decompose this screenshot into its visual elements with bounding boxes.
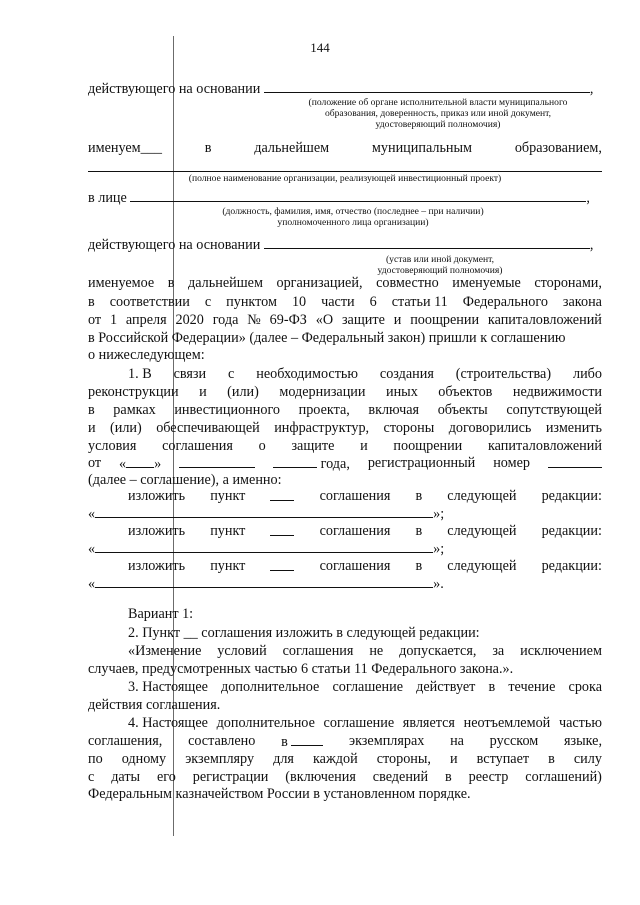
word: условия — [88, 438, 137, 454]
word: сопутствующей — [506, 402, 602, 418]
word: (или) — [110, 420, 142, 436]
word: редакции: — [541, 523, 602, 539]
word: 6 — [369, 294, 377, 310]
word: следующей — [447, 488, 517, 504]
word: изложить — [128, 488, 186, 504]
word: статьи 11 — [391, 294, 448, 310]
word: модернизации — [279, 384, 366, 400]
word: рамках — [113, 402, 156, 418]
named-municipality-line — [88, 140, 602, 157]
word: редакции: — [541, 558, 602, 574]
basis-label: действующего на основании — [88, 81, 261, 97]
word: исключением — [520, 643, 602, 659]
word: дальнейшем — [188, 275, 263, 291]
word: пункт — [210, 523, 246, 539]
word: соглашения — [162, 438, 233, 454]
word: 4. Настоящее — [128, 715, 208, 731]
word: организацией, — [276, 275, 363, 291]
word: в — [415, 523, 423, 539]
caption-charter: (устав или иной документ, удостоверяющий полномочия) — [377, 254, 503, 276]
word: следующей — [447, 523, 517, 539]
word: и — [360, 438, 368, 454]
word: с — [228, 366, 235, 382]
word: апреля — [125, 312, 167, 328]
p2-line2 — [88, 384, 602, 401]
blank-item-number — [270, 523, 294, 536]
p1-line2 — [88, 294, 602, 311]
word: и — [199, 384, 207, 400]
variant-item-4-line5: Федеральным казначейством России в установленном порядке. — [88, 786, 471, 802]
word: проекта, — [298, 402, 350, 418]
p1-line5: о нижеследующем: — [88, 347, 205, 363]
p2-line4 — [88, 420, 602, 437]
word: капиталовложений — [488, 438, 602, 454]
amend-quote-2: « »; — [88, 541, 445, 557]
basis-line-2: действующего на основании , — [88, 237, 594, 253]
amend-row-2 — [128, 523, 602, 540]
variant-item-3-line2: действия соглашения. — [88, 697, 221, 713]
word: стороны — [383, 420, 435, 436]
blank-item-number — [270, 558, 294, 571]
represented-by-line: в лице , — [88, 190, 590, 206]
word: именуем___ — [88, 140, 162, 156]
word: стороны, — [376, 751, 431, 767]
word: совместно — [376, 275, 439, 291]
blank-copies — [291, 733, 323, 746]
word: в — [415, 488, 423, 504]
word: соглашение — [323, 715, 395, 731]
caption-organization: (полное наименование организации, реализующей инвестиционный проект) — [188, 173, 502, 184]
blank-month — [179, 455, 255, 468]
p2-line1 — [128, 366, 602, 383]
word: года — [212, 312, 239, 328]
word: даты — [111, 769, 141, 785]
word: (или) — [227, 384, 259, 400]
variant-item-4-line3 — [88, 751, 602, 768]
word: изменить — [545, 420, 602, 436]
word: и — [88, 420, 96, 436]
word: поощрении — [393, 438, 463, 454]
variant-quote-line1 — [128, 643, 602, 660]
variant-item-2: 2. Пункт __ соглашения изложить в следующей редакции: — [128, 625, 480, 641]
word: защите — [291, 438, 335, 454]
blank-reg-number — [548, 455, 602, 468]
blank-text — [95, 540, 433, 553]
word: реестр — [468, 769, 509, 785]
word: соглашения — [319, 488, 391, 504]
word: пункт — [210, 488, 246, 504]
word: 1 — [109, 312, 118, 328]
caption-representative: (должность, фамилия, имя, отчество (последнее – при наличии) уполномоченного лица организации) — [222, 206, 484, 228]
blank-field — [264, 236, 590, 249]
word: муниципальным — [371, 140, 473, 156]
p1-line1 — [88, 275, 602, 292]
word: сведений — [372, 769, 429, 785]
word: вступает — [476, 751, 530, 767]
word: за — [492, 643, 505, 659]
word: с — [88, 769, 95, 785]
p2-line5 — [88, 438, 602, 455]
word: инвестиционного — [174, 402, 281, 418]
word: следующей — [447, 558, 517, 574]
variant-item-4-line1 — [128, 715, 602, 732]
word: соглашений) — [525, 769, 602, 785]
word: № — [247, 312, 261, 328]
word: объектов — [438, 384, 493, 400]
word: инфраструктур, — [274, 420, 370, 436]
word: защите — [341, 312, 385, 328]
word: соглашения — [282, 643, 354, 659]
word: и — [393, 312, 402, 328]
word: части — [321, 294, 355, 310]
word: регистрации — [192, 769, 269, 785]
word: течение — [508, 679, 556, 695]
word: с — [204, 294, 212, 310]
amend-quote-1: « »; — [88, 506, 445, 522]
word: недвижимости — [512, 384, 602, 400]
word: изложить — [128, 558, 186, 574]
blank-field — [130, 189, 586, 202]
word: иных — [385, 384, 418, 400]
variant-item-4-line2: соглашения, составлено в экземплярах на русском языке, — [88, 733, 602, 750]
word: именуемые — [452, 275, 521, 291]
variant-item-4-line4 — [88, 769, 602, 786]
page-number: 144 — [310, 40, 330, 55]
word: 2020 — [175, 312, 204, 328]
word: частью — [558, 715, 602, 731]
word: образованием, — [514, 140, 602, 156]
word: 1. В — [128, 366, 152, 382]
variant-item-3-line1 — [128, 679, 602, 696]
word: изложить — [128, 523, 186, 539]
word: пункт — [210, 558, 246, 574]
word: дополнительное — [216, 715, 315, 731]
word: 3. Настоящее — [128, 679, 208, 695]
basis-line-1: действующего на основании , — [88, 81, 594, 97]
word: соглашение — [332, 679, 404, 695]
amend-row-1 — [128, 488, 602, 505]
blank-text — [95, 505, 433, 518]
word: соглашения — [319, 558, 391, 574]
word: именуемое — [88, 275, 155, 291]
word: одному — [121, 751, 167, 767]
p2-line3 — [88, 402, 602, 419]
word: и — [450, 751, 458, 767]
word: договорились — [448, 420, 532, 436]
word: в — [88, 402, 95, 418]
blank-text — [95, 575, 433, 588]
word: «О — [315, 312, 334, 328]
word: в — [445, 769, 452, 785]
word: включая — [368, 402, 420, 418]
word: сторонами, — [534, 275, 602, 291]
word: создания — [379, 366, 434, 382]
p1-line3 — [88, 312, 602, 329]
word: неотъемлемой — [463, 715, 551, 731]
word: каждой — [312, 751, 358, 767]
word: для — [273, 751, 294, 767]
word: редакции: — [541, 488, 602, 504]
amend-quote-3: « ». — [88, 576, 444, 592]
blank-item-number — [270, 488, 294, 501]
word: «Изменение — [128, 643, 202, 659]
word: по — [88, 751, 103, 767]
word: реконструкции — [88, 384, 179, 400]
word: 69-ФЗ — [269, 312, 307, 328]
word: в — [204, 140, 212, 156]
word: в — [548, 751, 555, 767]
word: либо — [572, 366, 602, 382]
word: его — [156, 769, 176, 785]
variant-title: Вариант 1: — [128, 606, 194, 622]
word: дополнительное — [221, 679, 320, 695]
word: действует — [416, 679, 476, 695]
amend-row-3 — [128, 558, 602, 575]
word: обеспечивающей — [156, 420, 260, 436]
word: в — [488, 679, 496, 695]
caption-authority: (положение об органе исполнительной власти муниципального образования, доверенность, приказ или иной документ, удостоверяющий полномочия) — [308, 97, 568, 130]
word: силу — [573, 751, 602, 767]
p2-line7: (далее – соглашение), а именно: — [88, 472, 282, 488]
p1-line4: в Российской Федерации» (далее – Федеральный закон) пришли к соглашению — [88, 330, 566, 346]
word: связи — [173, 366, 207, 382]
word: объекты — [437, 402, 488, 418]
word: дальнейшем — [254, 140, 330, 156]
word: допускается, — [399, 643, 477, 659]
word: от — [88, 312, 102, 328]
variant-quote-line2: случаев, предусмотренных частью 6 статьи 11 Федерального закона.». — [88, 661, 514, 677]
word: 10 — [291, 294, 307, 310]
word: (строительства) — [455, 366, 552, 382]
word: соглашения — [319, 523, 391, 539]
word: экземпляру — [185, 751, 255, 767]
blank-day — [126, 455, 154, 468]
word: необходимостью — [256, 366, 358, 382]
word: пунктом — [226, 294, 277, 310]
word: поощрении — [410, 312, 480, 328]
word: является — [402, 715, 455, 731]
word: в — [167, 275, 175, 291]
word: условий — [217, 643, 267, 659]
word: в — [88, 294, 95, 310]
word: в — [415, 558, 423, 574]
blank-year — [273, 455, 317, 468]
word: Федерального — [462, 294, 548, 310]
blank-line-organization — [88, 170, 602, 172]
word: не — [369, 643, 384, 659]
word: капиталовложений — [487, 312, 602, 328]
blank-field — [264, 80, 590, 93]
word: (включения — [285, 769, 356, 785]
word: о — [258, 438, 266, 454]
p2-line6-date-registration: от « » года, регистрационный номер — [88, 455, 602, 473]
word: закона — [562, 294, 602, 310]
word: соответствии — [109, 294, 190, 310]
word: срока — [568, 679, 602, 695]
